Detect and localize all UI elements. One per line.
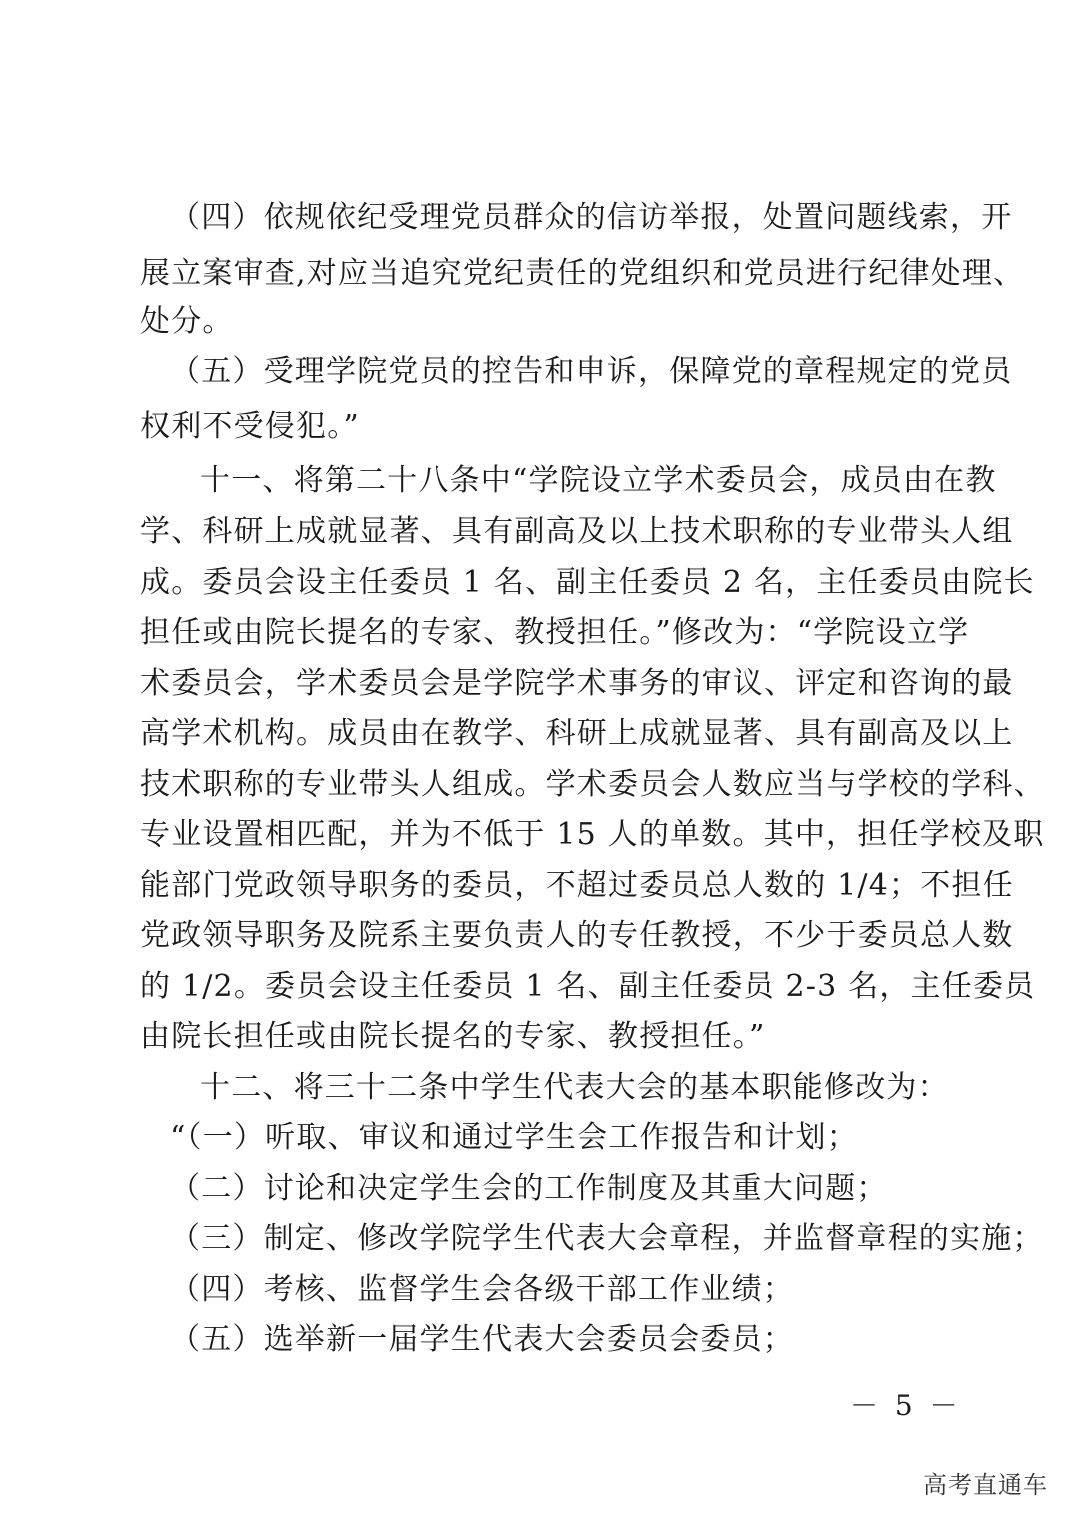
text-line: 十一、将第二十八条中“学院设立学术委员会，成员由在教 (200, 463, 997, 498)
text-line: （四）考核、监督学生会各级干部工作业绩； (170, 1272, 794, 1307)
text-line: 党政领导职务及院系主要负责人的专任教授，不少于委员总人数 (140, 918, 1014, 953)
text-line: 术委员会，学术委员会是学院学术事务的审议、评定和咨询的最 (140, 666, 1014, 701)
text-line: 处分。 (140, 304, 234, 339)
page-number: － 5 － (850, 1389, 962, 1422)
text-line: 成。委员会设主任委员 1 名、副主任委员 2 名，主任委员由院长 (140, 565, 1035, 600)
text-line: 十二、将三十二条中学生代表大会的基本职能修改为： (200, 1070, 949, 1105)
text-line: 展立案审查,对应当追究党纪责任的党组织和党员进行纪律处理、 (140, 256, 1025, 291)
watermark: 高考直通车 (923, 1471, 1048, 1499)
text-line: （二）讨论和决定学生会的工作制度及其重大问题； (170, 1171, 888, 1206)
text-line: 由院长担任或由院长提名的专家、教授担任。” (140, 1019, 766, 1054)
text-line: “（一）听取、审议和通过学生会工作报告和计划； (170, 1120, 858, 1155)
text-line: 高学术机构。成员由在教学、科研上成就显著、具有副高及以上 (140, 716, 1014, 751)
text-line: 专业设置相匹配，并为不低于 15 人的单数。其中，担任学校及职 (140, 817, 1045, 852)
text-line: 技术职称的专业带头人组成。学术委员会人数应当与学校的学科、 (140, 767, 1045, 802)
text-line: 的 1/2。委员会设主任委员 1 名、副主任委员 2-3 名，主任委员 (140, 969, 1036, 1004)
text-line: （五）选举新一届学生代表大会委员会委员； (170, 1322, 794, 1357)
text-line: 学、科研上成就显著、具有副高及以上技术职称的专业带头人组 (140, 514, 1014, 549)
text-line: （五）受理学院党员的控告和申诉，保障党的章程规定的党员 (170, 354, 1013, 389)
text-line: （四）依规依纪受理党员群众的信访举报，处置问题线索，开 (170, 200, 1013, 235)
text-line: 权利不受侵犯。” (140, 409, 360, 444)
text-line: 担任或由院长提名的专家、教授担任。”修改为：“学院设立学 (140, 615, 970, 650)
text-line: （三）制定、修改学院学生代表大会章程，并监督章程的实施； (170, 1221, 1044, 1256)
text-line: 能部门党政领导职务的委员，不超过委员总人数的 1/4；不担任 (140, 868, 1014, 903)
